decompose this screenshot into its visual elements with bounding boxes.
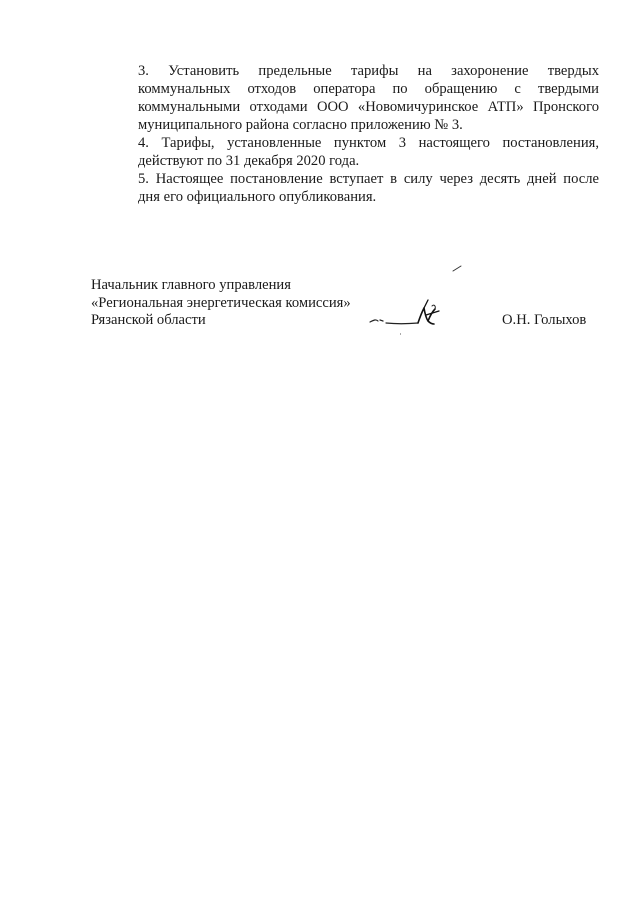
text-line: коммунальными отходами ООО «Новомичуринское АТП» Пронского [138, 99, 599, 115]
position-line: Рязанской области [91, 312, 206, 328]
signatory-name: О.Н. Голыхов [502, 312, 587, 328]
position-line: Начальник главного управления [91, 277, 291, 293]
paragraph-item-3 [91, 62, 599, 134]
handwritten-signature [360, 262, 470, 342]
paragraph-item-4 [91, 134, 599, 170]
text-line: коммунальных отходов оператора по обращению с твердыми [138, 81, 599, 97]
text-line: 5. Настоящее постановление вступает в силу через десять дней после [138, 171, 599, 187]
position-line: «Региональная энергетическая комиссия» [91, 294, 351, 311]
document-body [91, 62, 599, 206]
text-line: 4. Тарифы, установленные пунктом 3 настоящего постановления, [138, 135, 599, 151]
paragraph-item-5 [91, 170, 599, 206]
text-line: 3. Установить предельные тарифы на захоронение твердых [138, 63, 599, 79]
text-line: действуют по 31 декабря 2020 года. [138, 153, 360, 169]
signatory-position [91, 277, 351, 330]
text-line: муниципального района согласно приложению № 3. [138, 117, 463, 133]
text-line: дня его официального опубликования. [138, 189, 377, 205]
